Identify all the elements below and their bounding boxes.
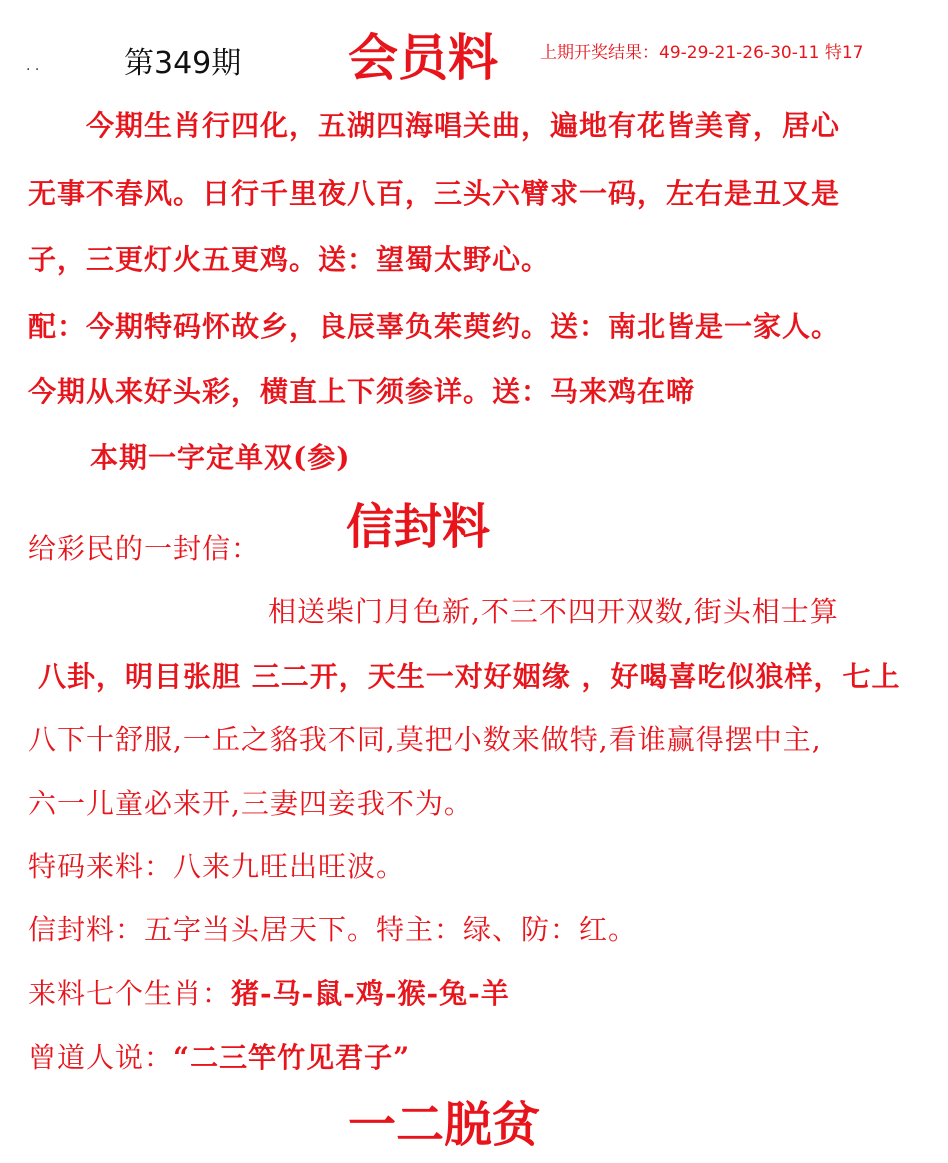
letter-intro: 给彩民的一封信： (28, 532, 261, 565)
letter-line-4: 六一儿童必来开,三妻四妾我不为。 (28, 787, 473, 820)
single-double-line: 本期一字定单双(参) (90, 441, 351, 474)
member-line-5: 今期从来好头彩，横直上下须参详。送：马来鸡在啼 (28, 375, 696, 408)
letter-line-3: 八下十舒服,一丘之貉我不同,莫把小数来做特,看谁赢得摆中主, (28, 723, 822, 756)
member-line-4: 配：今期特码怀故乡，良辰辜负茱萸约。送：南北皆是一家人。 (28, 310, 841, 343)
tema-line: 特码来料：八来九旺出旺波。 (28, 850, 406, 883)
corner-dots: . . (26, 58, 40, 74)
seven-zodiac-line (28, 972, 510, 1012)
seven-zodiac-value: 猪-马-鼠-鸡-猴-兔-羊 (231, 977, 510, 1010)
letter-title: 信封料 (346, 499, 491, 555)
daoren-label: 曾道人说： (28, 1041, 174, 1074)
letter-line-1: 相送柴门月色新,不三不四开双数,街头相士算 (268, 595, 839, 628)
seven-zodiac-label: 来料七个生肖： (28, 977, 232, 1010)
previous-result: 上期开奖结果：49-29-21-26-30-11 特17 (540, 43, 864, 63)
daoren-line (28, 1036, 410, 1076)
footer-title: 一二脱贫 (348, 1097, 541, 1153)
issue-number: 第349期 (124, 46, 242, 81)
xinfeng-line: 信封料：五字当头居天下。特主：绿、防：红。 (28, 913, 638, 946)
member-line-1: 今期生肖行四化，五湖四海唱关曲，遍地有花皆美育，居心 (86, 109, 841, 142)
daoren-value: “二三竿竹见君子” (173, 1041, 411, 1074)
letter-line-2: 八卦，明目张胆 三二开，天生一对好姻缘 ，好喝喜吃似狼样，七上 (38, 660, 901, 693)
member-line-3: 子，三更灯火五更鸡。送：望蜀太野心。 (28, 243, 551, 276)
member-title: 会员料 (348, 28, 498, 87)
member-line-2: 无事不春风。日行千里夜八百，三头六臂求一码，左右是丑又是 (28, 177, 841, 210)
